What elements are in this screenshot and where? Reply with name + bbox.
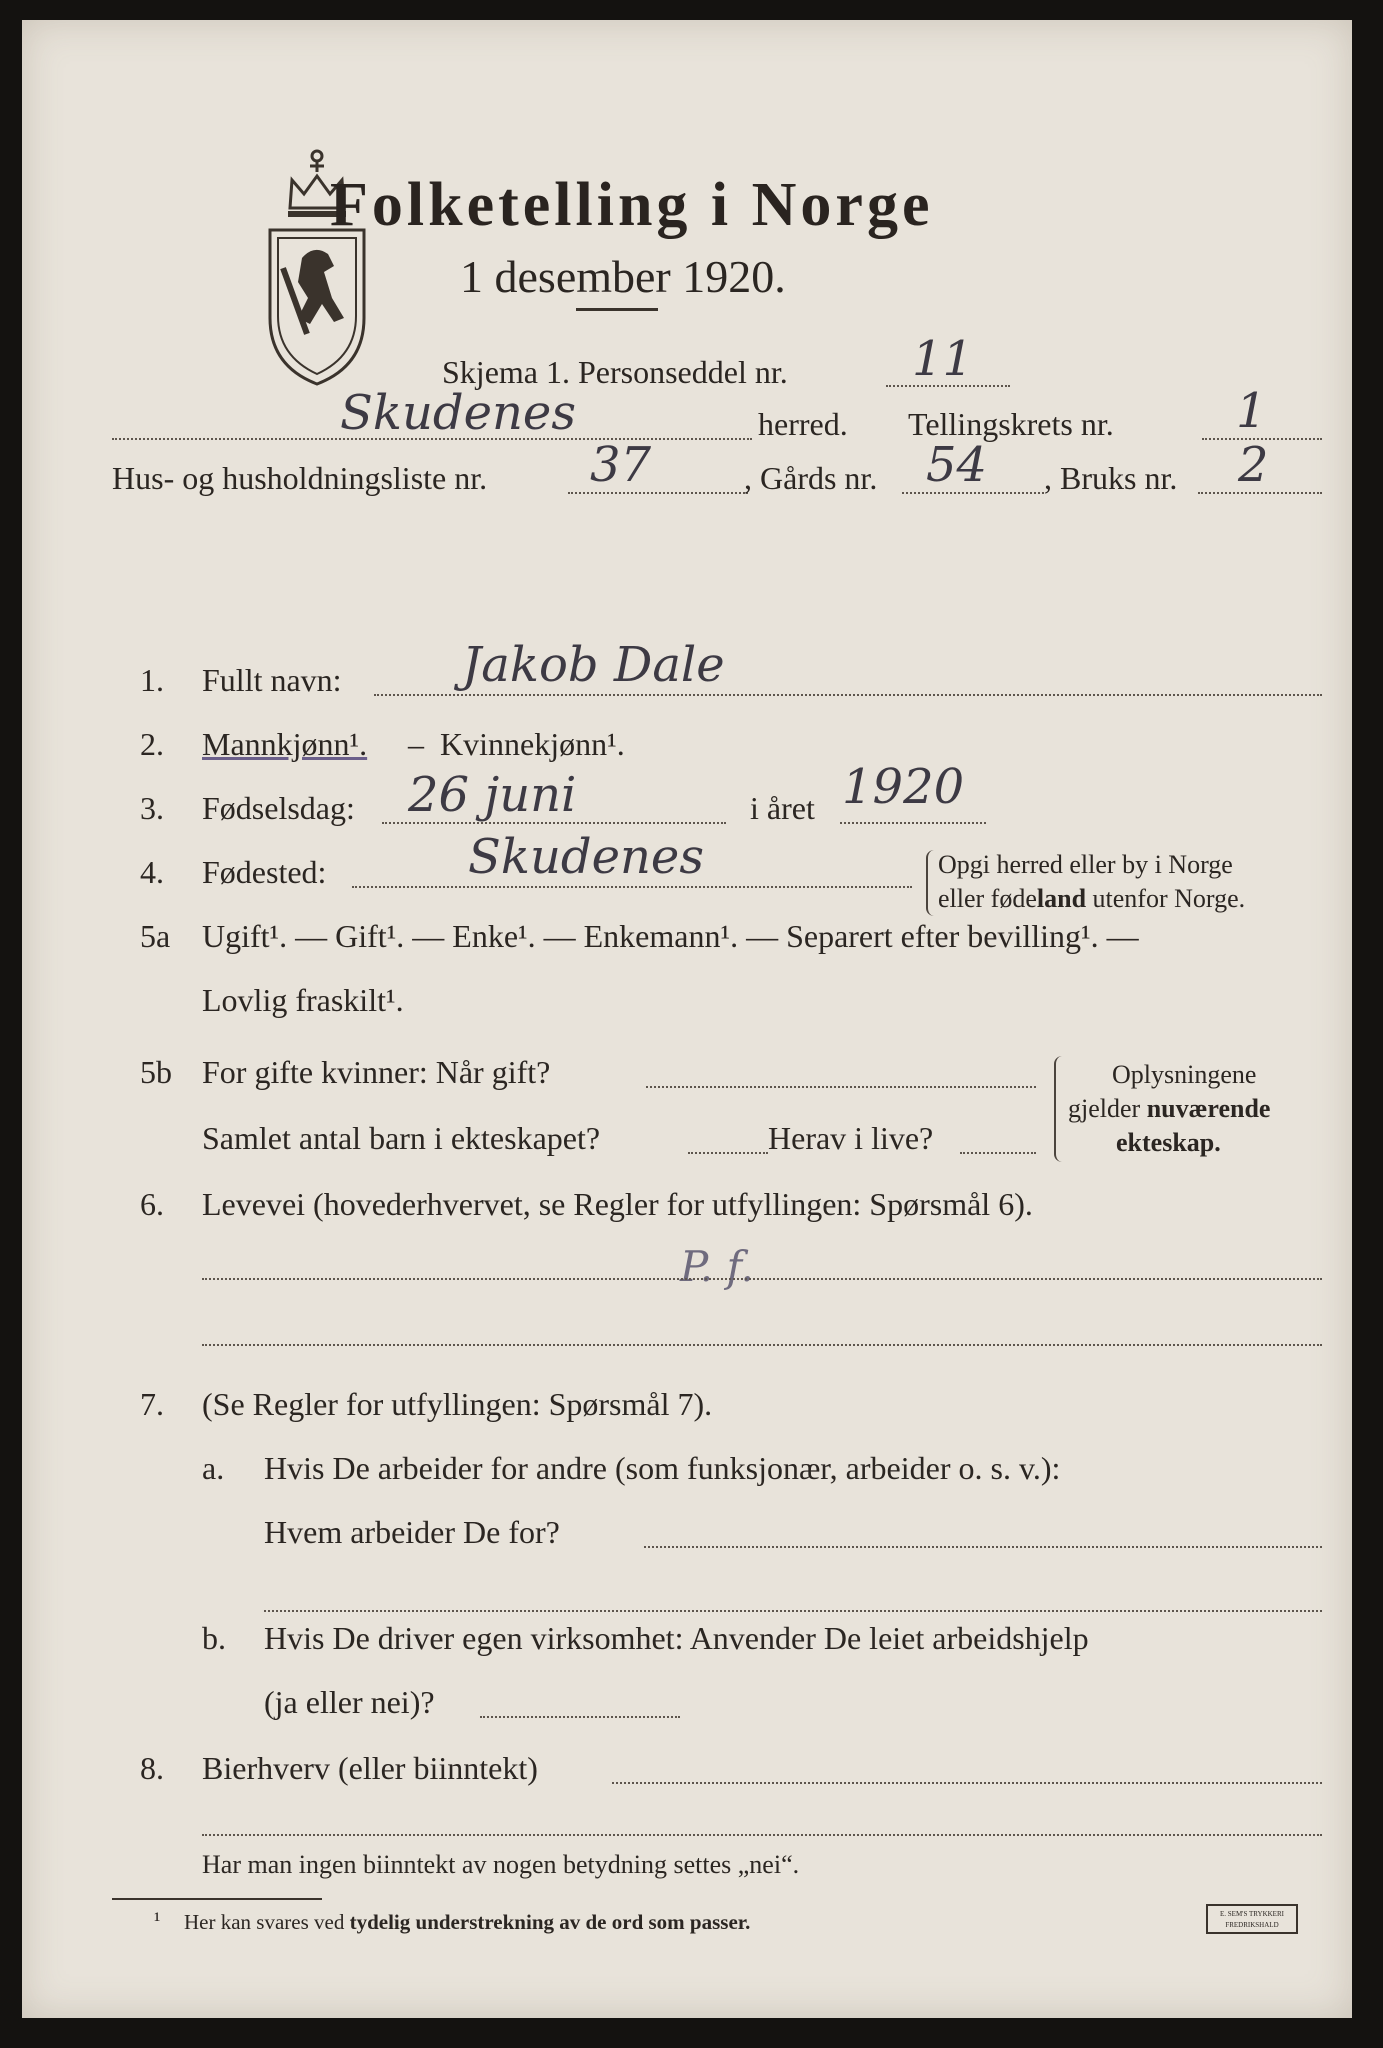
q7a-letter: a. (202, 1450, 225, 1486)
q1-label: Fullt navn: (202, 662, 342, 698)
q4-brace (926, 850, 934, 916)
bruks-label: , Bruks nr. (1044, 460, 1178, 496)
gards-value: 54 (926, 437, 988, 493)
q7b-line1: Hvis De driver egen virksomhet: Anvender De leiet arbeidshjelp (264, 1620, 1089, 1656)
q2-number: 2. (140, 726, 164, 762)
birthday-value: 26 juni (408, 767, 577, 823)
occupation-value: P. f. (680, 1242, 754, 1291)
q5b-note-line1: Oplysningene (1112, 1060, 1257, 1089)
q6-line1 (202, 1278, 1322, 1280)
bruks-value: 2 (1238, 437, 1269, 493)
tellingskrets-label: Tellingskrets nr. (908, 406, 1114, 442)
q3-year-label: i året (750, 790, 815, 826)
q5b-note-line3: ekteskap. (1116, 1128, 1221, 1157)
q6-label: Levevei (hovederhvervet, se Regler for utfyllingen: Spørsmål 6). (202, 1186, 1033, 1222)
q5b-line2b: Herav i live? (768, 1120, 934, 1156)
hus-value: 37 (590, 437, 652, 493)
q4-note-line1: Opgi herred eller by i Norge (938, 850, 1233, 879)
census-form-page (22, 20, 1352, 2018)
printer-stamp-line1: E. SEM'S TRYKKERI (1220, 1910, 1284, 1918)
herred-value: Skudenes (340, 385, 576, 441)
q5b-note-line2: gjelder nuværende (1068, 1094, 1271, 1123)
q5b-number: 5b (140, 1054, 172, 1090)
q2-mark: – (408, 726, 424, 762)
q7b-line2: (ja eller nei)? (264, 1684, 435, 1720)
full-name-value: Jakob Dale (462, 637, 725, 693)
q5b-line2a: Samlet antal barn i ekteskapet? (202, 1120, 601, 1156)
q1-number: 1. (140, 662, 164, 698)
q5a-line2: Lovlig fraskilt¹. (202, 982, 404, 1018)
q4-number: 4. (140, 854, 164, 890)
birthplace-value: Skudenes (468, 829, 704, 885)
footnote-rule (112, 1898, 322, 1900)
form-title: Folketelling i Norge (330, 171, 934, 239)
census-date: 1 desember 1920. (460, 251, 786, 302)
footnote-mark: ¹ (154, 1908, 161, 1932)
q7a-line2-dots (644, 1546, 1322, 1548)
q1-line (374, 694, 1322, 696)
personseddel-nr-value: 11 (912, 331, 974, 387)
schema-label: Skjema 1. Personseddel nr. (442, 354, 788, 390)
q7a-line1: Hvis De arbeider for andre (som funksjonær, arbeider o. s. v.): (264, 1450, 1061, 1486)
q8-line2 (202, 1834, 1322, 1836)
printer-stamp (1206, 1904, 1298, 1934)
q7-number: 7. (140, 1386, 164, 1422)
q7-label: (Se Regler for utfyllingen: Spørsmål 7). (202, 1386, 713, 1422)
q3-year-line (840, 822, 986, 824)
q8-label: Bierhverv (eller biinntekt) (202, 1750, 538, 1786)
title-divider (576, 308, 658, 311)
birth-year-value: 1920 (842, 759, 965, 815)
q8-number: 8. (140, 1750, 164, 1786)
q3-label: Fødselsdag: (202, 790, 355, 826)
q7a-line2: Hvem arbeider De for? (264, 1514, 560, 1550)
herred-label: herred. (758, 406, 848, 442)
q5b-line1-dots (646, 1086, 1036, 1088)
q5b-alive-line (960, 1152, 1036, 1154)
q7a-line3-dots (264, 1610, 1322, 1612)
q6-number: 6. (140, 1186, 164, 1222)
gards-label: , Gårds nr. (744, 460, 878, 496)
q5a-line1: Ugift¹. — Gift¹. — Enke¹. — Enkemann¹. — Separert efter bevilling¹. — (202, 918, 1139, 954)
hus-label: Hus- og husholdningsliste nr. (112, 460, 488, 496)
q7b-letter: b. (202, 1620, 226, 1656)
tellingskrets-value: 1 (1236, 383, 1267, 439)
q4-note-line2: eller fødeland utenfor Norge. (938, 884, 1246, 913)
printer-stamp-line2: FREDRIKSHALD (1225, 1921, 1279, 1929)
q5b-children-line (688, 1152, 768, 1154)
q4-line (352, 886, 912, 888)
q3-number: 3. (140, 790, 164, 826)
q4-label: Fødested: (202, 854, 327, 890)
q8-note: Har man ingen biinntekt av nogen betydning settes „nei“. (202, 1850, 800, 1879)
q6-line2 (202, 1344, 1322, 1346)
q2-male-label: Mannkjønn¹. (202, 726, 368, 762)
q5b-brace (1054, 1056, 1064, 1162)
q8-line1 (612, 1782, 1322, 1784)
q7b-line2-dots (480, 1716, 680, 1718)
q5a-number: 5a (140, 918, 171, 954)
q5b-line1: For gifte kvinner: Når gift? (202, 1054, 551, 1090)
footnote-text: Her kan svares ved tydelig understrekning av de ord som passer. (184, 1910, 751, 1934)
q2-female-label: Kvinnekjønn¹. (440, 726, 625, 762)
